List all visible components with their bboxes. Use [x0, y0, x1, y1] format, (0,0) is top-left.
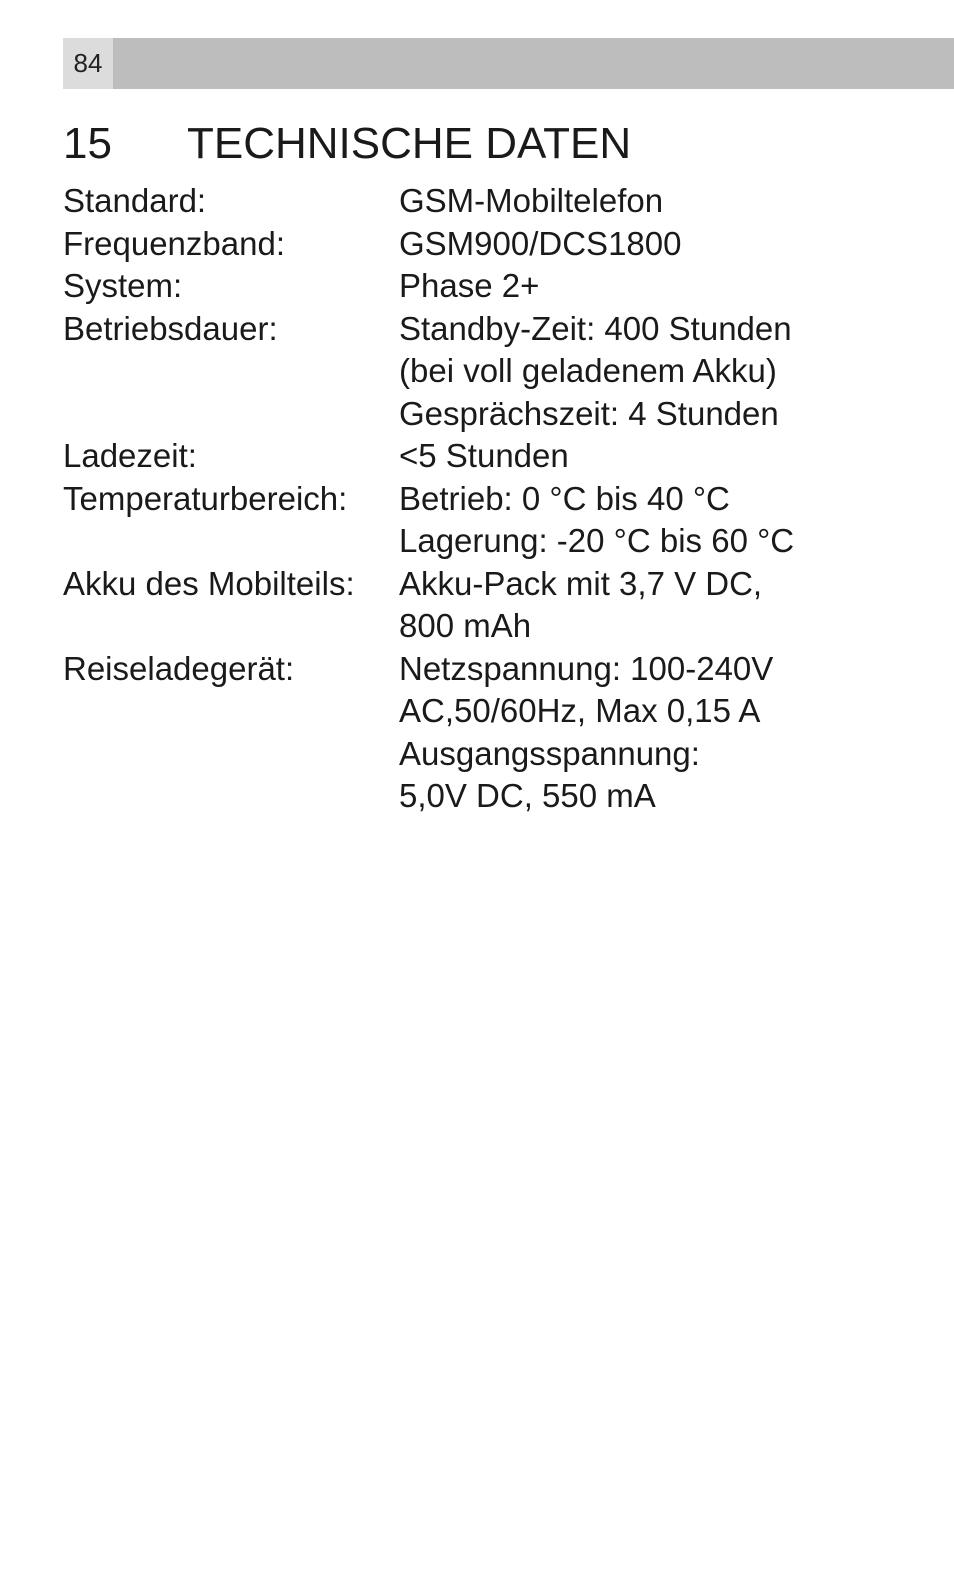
spec-label: Betriebsdauer: — [63, 309, 278, 347]
spec-value-line: Phase 2+ — [399, 267, 540, 304]
spec-value-line: <5 Stunden — [399, 437, 569, 474]
spec-value — [399, 478, 943, 563]
spec-value-line: (bei voll geladenem Akku) — [399, 352, 777, 389]
spec-value-line: Netzspannung: 100-240V — [399, 649, 774, 687]
spec-value-line: Ausgangsspannung: — [399, 734, 700, 772]
spec-row-standard — [63, 180, 943, 223]
spec-value-line: Gesprächszeit: 4 Stunden — [399, 394, 779, 432]
spec-value-line: GSM900/DCS1800 — [399, 224, 682, 262]
spec-label: Reiseladegerät: — [63, 649, 295, 687]
spec-row-akku — [63, 563, 943, 648]
spec-value — [399, 180, 943, 223]
spec-value-line: Betrieb: 0 °C bis 40 °C — [399, 479, 730, 517]
spec-row-system — [63, 265, 943, 308]
spec-value — [399, 648, 943, 818]
spec-value-line: Lagerung: -20 °C bis 60 °C — [399, 522, 795, 559]
spec-value-line: 800 mAh — [399, 607, 532, 644]
spec-row-frequenzband — [63, 223, 943, 266]
spec-value — [399, 563, 943, 648]
technical-data-table — [63, 180, 943, 818]
spec-value — [399, 223, 943, 266]
spec-label: Frequenzband: — [63, 224, 285, 262]
spec-label: Standard: — [63, 182, 207, 219]
spec-label: Akku des Mobilteils: — [63, 564, 355, 602]
spec-value — [399, 435, 943, 478]
spec-row-ladezeit — [63, 435, 943, 478]
spec-label: System: — [63, 267, 183, 304]
spec-row-betriebsdauer — [63, 308, 943, 436]
spec-value-line: GSM-Mobiltelefon — [399, 182, 664, 219]
spec-label: Ladezeit: — [63, 437, 197, 474]
section-number: 15 — [63, 119, 112, 168]
spec-value-line: 5,0V DC, 550 mA — [399, 777, 656, 814]
spec-value-line: AC,50/60Hz, Max 0,15 A — [399, 692, 761, 729]
spec-value-line: Standby-Zeit: 400 Stunden — [399, 309, 792, 347]
section-title: TECHNISCHE DATEN — [187, 119, 632, 168]
spec-row-temperaturbereich — [63, 478, 943, 563]
spec-value-line: Akku-Pack mit 3,7 V DC, — [399, 564, 763, 602]
spec-value — [399, 308, 943, 436]
page-number: 84 — [63, 38, 113, 89]
section-heading — [63, 118, 631, 170]
spec-label: Temperaturbereich: — [63, 479, 348, 517]
spec-row-reiseladegeraet — [63, 648, 943, 818]
page-header-bar — [63, 38, 954, 89]
spec-value — [399, 265, 943, 308]
